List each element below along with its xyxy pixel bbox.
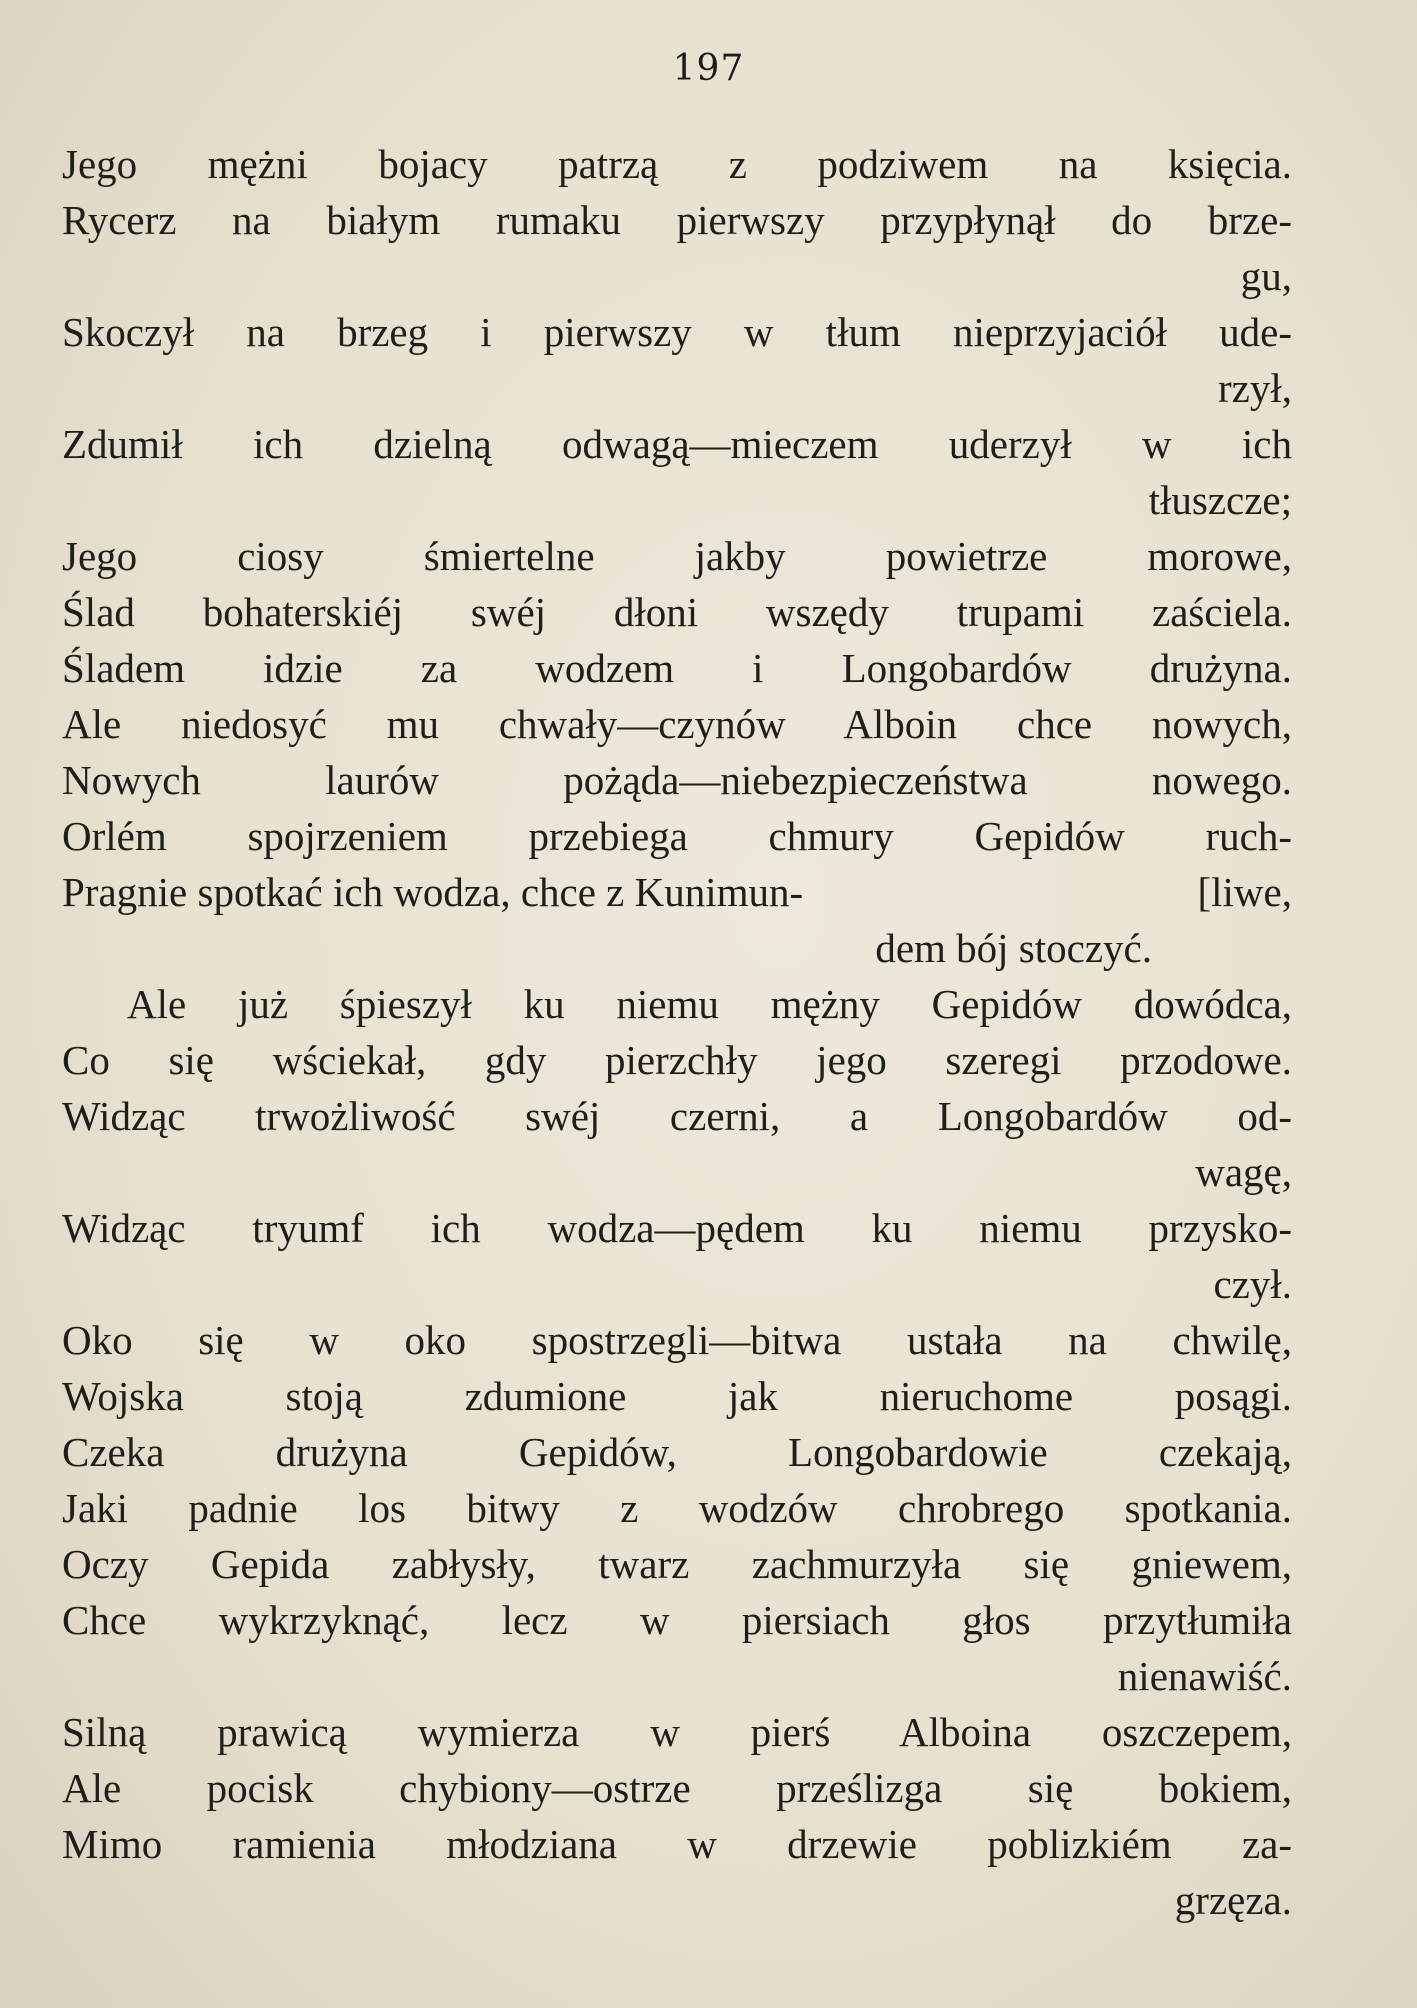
text-line: Skoczył na brzeg i pierwszy w tłum nieprzyjaciół ude- — [62, 309, 1292, 355]
text-line: Jego ciosy śmiertelne jakby powietrze morowe, — [62, 533, 1292, 579]
text-line: nienawiść. — [1117, 1653, 1292, 1699]
text-line: Nowych laurów pożąda—niebezpieczeństwa nowego. — [62, 757, 1292, 803]
text-line: dem bój stoczyć. — [875, 925, 1152, 971]
text-line: Ale pocisk chybiony—ostrze prześlizga się bokiem, — [62, 1765, 1292, 1811]
text-line: Oczy Gepida zabłysły, twarz zachmurzyła się gniewem, — [62, 1541, 1292, 1587]
text-line — [62, 864, 1292, 920]
text-line: czył. — [1213, 1261, 1292, 1307]
text-line: Orlém spojrzeniem przebiega chmury Gepidów ruch- — [62, 813, 1292, 859]
text-line: Widząc tryumf ich wodza—pędem ku niemu przysko- — [62, 1205, 1292, 1251]
text-line: Mimo ramienia młodziana w drzewie poblizkiém za- — [62, 1821, 1292, 1867]
text-line: Zdumił ich dzielną odwagą—mieczem uderzył w ich — [62, 421, 1292, 467]
text-line: Silną prawicą wymierza w pierś Alboina oszczepem, — [62, 1709, 1292, 1755]
text-line: Jego mężni bojacy patrzą z podziwem na księcia. — [62, 141, 1292, 187]
text-line: Śladem idzie za wodzem i Longobardów drużyna. — [62, 645, 1292, 691]
text-line: Ale już śpieszył ku niemu mężny Gepidów dowódca, — [127, 981, 1292, 1027]
text-fragment: [liwe, — [1197, 869, 1292, 915]
text-line: Ślad bohaterskiéj swéj dłoni wszędy trupami zaściela. — [62, 589, 1292, 635]
text-line: Ale niedosyć mu chwały—czynów Alboin chce nowych, — [62, 701, 1292, 747]
text-line: Chce wykrzyknąć, lecz w piersiach głos przytłumiła — [62, 1597, 1292, 1643]
text-line: rzył, — [1218, 365, 1292, 411]
text-line: Co się wściekał, gdy pierzchły jego szeregi przodowe. — [62, 1037, 1292, 1083]
text-line: grzęza. — [1174, 1877, 1292, 1923]
text-line: Jaki padnie los bitwy z wodzów chrobrego spotkania. — [62, 1485, 1292, 1531]
text-line: Rycerz na białym rumaku pierwszy przypłynął do brze- — [62, 197, 1292, 243]
text-line: wagę, — [1195, 1149, 1292, 1195]
text-line: gu, — [1240, 253, 1292, 299]
text-fragment: Pragnie spotkać ich wodza, chce z Kunimun- — [62, 869, 804, 915]
page-number: 197 — [672, 48, 745, 89]
text-line: Oko się w oko spostrzegli—bitwa ustała na chwilę, — [62, 1317, 1292, 1363]
text-line: Czeka drużyna Gepidów, Longobardowie czekają, — [62, 1429, 1292, 1475]
text-line: Widząc trwożliwość swéj czerni, a Longobardów od- — [62, 1093, 1292, 1139]
text-line: tłuszcze; — [1148, 477, 1292, 523]
text-line: Wojska stoją zdumione jak nieruchome posągi. — [62, 1373, 1292, 1419]
